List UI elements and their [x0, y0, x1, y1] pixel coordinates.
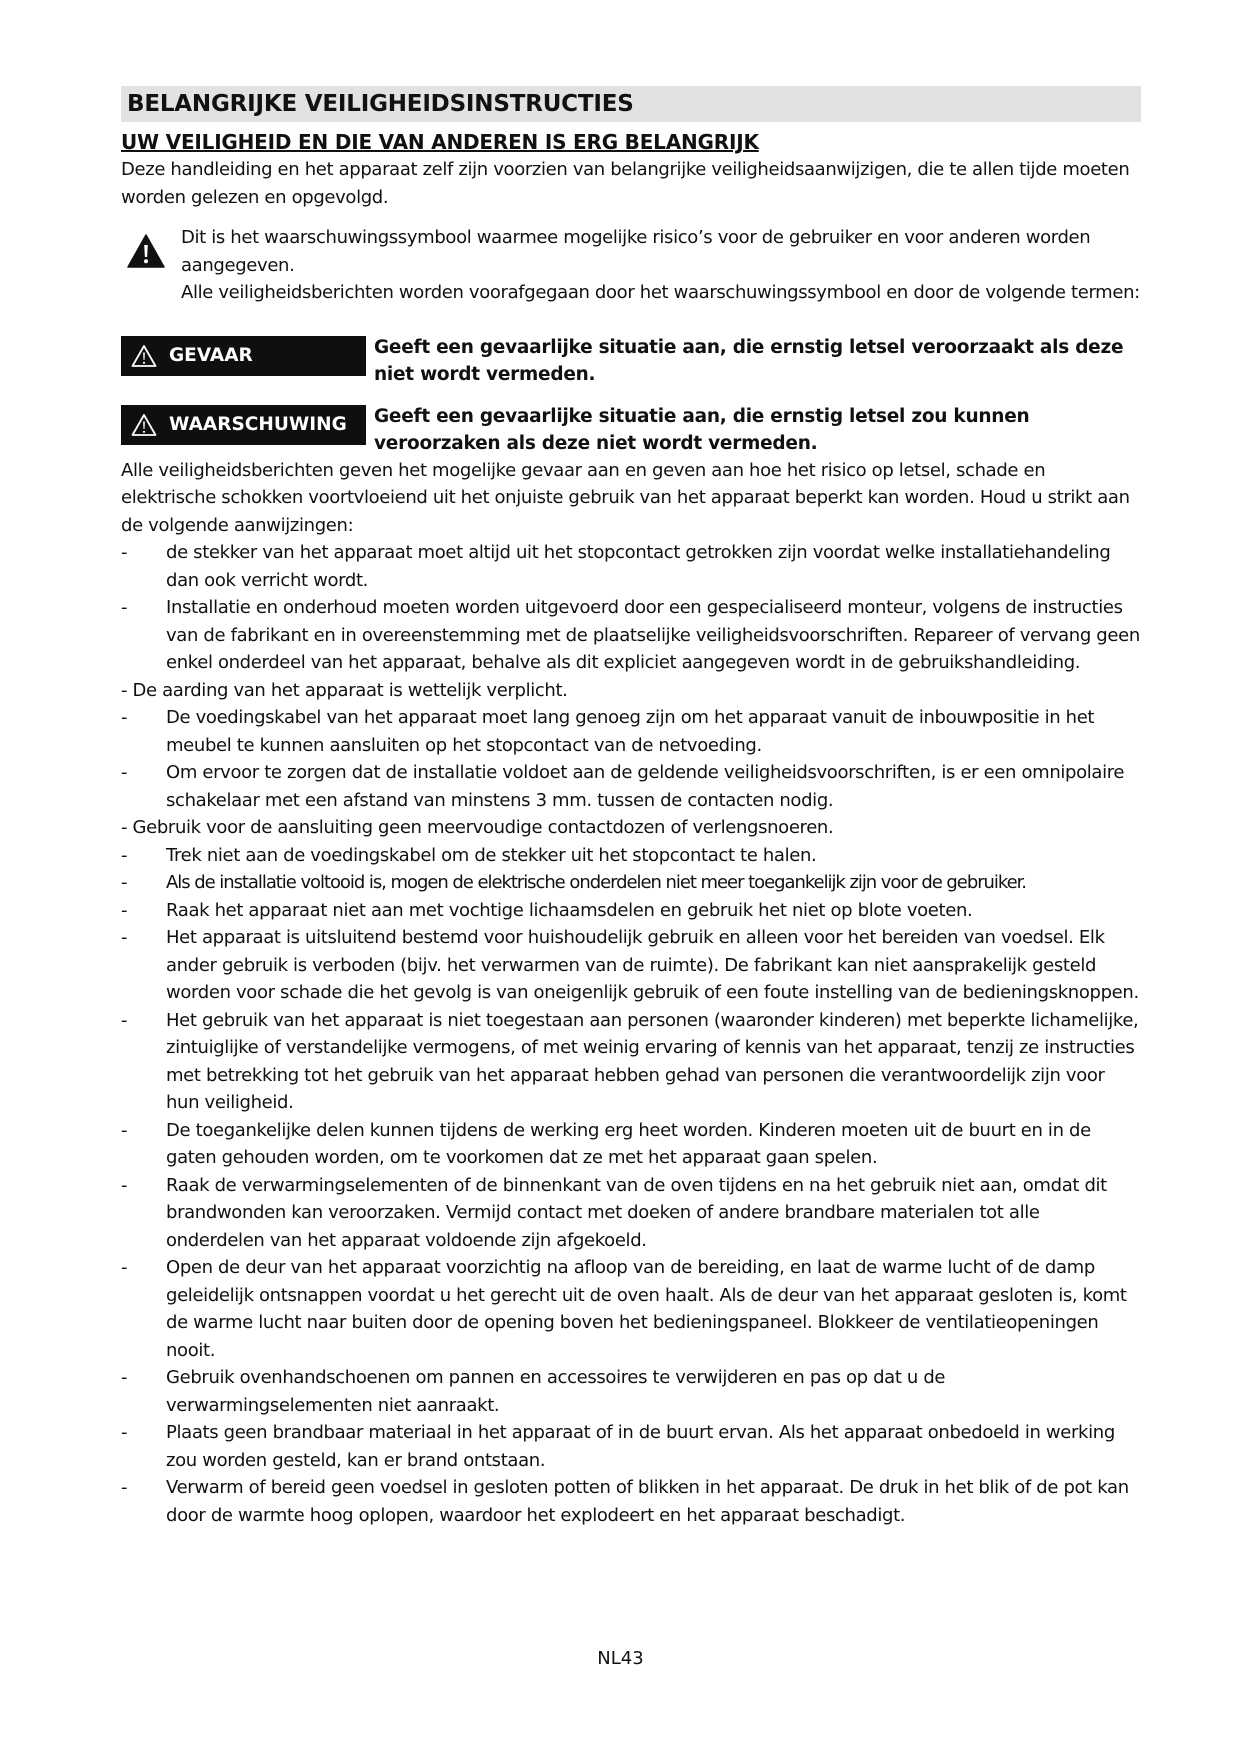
list-item: - Open de deur van het apparaat voorzichtig na afloop van de bereiding, en laat de warme lucht of de damp geleidelijk ontsnappen voordat u het gerecht uit de oven haalt. Als de deur van het apparaat gesloten is, komt de warme lucht naar buiten door de opening boven het bedieningspaneel. Blokkeer de ventilatieopeningen nooit. [121, 1254, 1141, 1364]
list-item: - De aarding van het apparaat is wettelijk verplicht. [121, 679, 568, 701]
warning-symbol-text-2: Alle veiligheidsberichten worden voorafgegaan door het waarschuwingssymbool en door de volgende termen: [181, 282, 1140, 303]
signal-description: Geeft een gevaarlijke situatie aan, die ernstig letsel zou kunnen veroorzaken als deze niet wordt vermeden. [374, 405, 1030, 454]
list-item: - De voedingskabel van het apparaat moet lang genoeg zijn om het apparaat vanuit de inbouwpositie in het meubel te kunnen aansluiten op het stopcontact van de netvoeding. [121, 704, 1141, 759]
section-subtitle: UW VEILIGHEID EN DIE VAN ANDEREN IS ERG BELANGRIJK [121, 130, 759, 154]
signal-label-danger [121, 336, 366, 376]
signal-row-danger [121, 334, 1141, 388]
list-item: - Het apparaat is uitsluitend bestemd voor huishoudelijk gebruik en alleen voor het bereiden van voedsel. Elk ander gebruik is verboden (bijv. het verwarmen van de ruimte). De fabrikant kan niet aansprakelijk gesteld worden voor schade die het gevolg is van oneigenlijk gebruik of een foute instelling van de bedieningsknoppen. [121, 924, 1141, 1007]
list-item: - Om ervoor te zorgen dat de installatie voldoet aan de geldende veiligheidsvoorschriften, is er een omnipolaire schakelaar met een afstand van minstens 3 mm. tussen de contacten nodig. [121, 759, 1141, 814]
list-item: - Raak de verwarmingselementen of de binnenkant van de oven tijdens en na het gebruik niet aan, omdat dit brandwonden kan veroorzaken. Vermijd contact met doeken of andere brandbare materialen tot alle onderdelen van het apparaat voldoende zijn afgekoeld. [121, 1172, 1141, 1255]
list-item: - Trek niet aan de voedingskabel om de stekker uit het stopcontact te halen. [121, 842, 1141, 870]
list-item: - de stekker van het apparaat moet altijd uit het stopcontact getrokken zijn voordat welke installatiehandeling dan ook verricht wordt. [121, 539, 1141, 594]
signal-label-text: GEVAAR [169, 345, 253, 366]
safety-list [121, 539, 1141, 1529]
page-content [121, 86, 1141, 1529]
signal-row-warning [121, 403, 1141, 457]
page-title: BELANGRIJKE VEILIGHEIDSINSTRUCTIES [121, 86, 1141, 122]
list-item: - De toegankelijke delen kunnen tijdens de werking erg heet worden. Kinderen moeten uit de buurt en in de gaten gehouden worden, om te voorkomen dat ze met het apparaat gaan spelen. [121, 1117, 1141, 1172]
list-item: - Als de installatie voltooid is, mogen de elektrische onderdelen niet meer toegankelijk zijn voor de gebruiker. [121, 869, 1141, 897]
warning-symbol-text-1: Dit is het waarschuwingssymbool waarmee mogelijke risico’s voor de gebruiker en voor anderen worden aangegeven. [181, 227, 1091, 276]
page-number: NL43 [597, 1648, 644, 1669]
list-item: - Gebruik ovenhandschoenen om pannen en accessoires te verwijderen en pas op dat u de verwarmingselementen niet aanraakt. [121, 1364, 1141, 1419]
warning-triangle-icon [127, 234, 165, 268]
list-item: - Installatie en onderhoud moeten worden uitgevoerd door een gespecialiseerd monteur, volgens de instructies van de fabrikant en in overeenstemming met de plaatselijke veiligheidsvoorschriften. Repareer of vervang geen enkel onderdeel van het apparaat, behalve als dit expliciet aangegeven wordt in de gebruikshandleiding. [121, 594, 1141, 677]
general-paragraph: Alle veiligheidsberichten geven het mogelijke gevaar aan en geven aan hoe het risico op letsel, schade en elektrische schokken voortvloeiend uit het onjuiste gebruik van het apparaat beperkt kan worden. Houd u strikt aan de volgende aanwijzingen: [121, 459, 1130, 536]
list-item: - Plaats geen brandbaar materiaal in het apparaat of in de buurt ervan. Als het apparaat onbedoeld in werking zou worden gesteld, kan er brand ontstaan. [121, 1419, 1141, 1474]
signal-label-text: WAARSCHUWING [169, 414, 347, 435]
warning-outline-icon [131, 344, 157, 368]
warning-symbol-block [121, 224, 1141, 307]
list-item: - Gebruik voor de aansluiting geen meervoudige contactdozen of verlengsnoeren. [121, 817, 834, 838]
intro-paragraph: Deze handleiding en het apparaat zelf zijn voorzien van belangrijke veiligheidsaanwijzigen, die te allen tijde moeten worden gelezen en opgevolgd. [121, 159, 1130, 208]
list-item: - Het gebruik van het apparaat is niet toegestaan aan personen (waaronder kinderen) met beperkte lichamelijke, zintuiglijke of verstandelijke vermogens, of met weinig ervaring of kennis van het apparaat, tenzij ze instructies met betrekking tot het gebruik van het apparaat hebben gehad van personen die verantwoordelijk zijn voor hun veiligheid. [121, 1007, 1141, 1117]
list-item: - Raak het apparaat niet aan met vochtige lichaamsdelen en gebruik het niet op blote voeten. [121, 897, 1141, 925]
signal-label-warning [121, 405, 366, 445]
signal-description: Geeft een gevaarlijke situatie aan, die ernstig letsel veroorzaakt als deze niet wordt vermeden. [374, 336, 1124, 385]
list-item: - Verwarm of bereid geen voedsel in gesloten potten of blikken in het apparaat. De druk in het blik of de pot kan door de warmte hoog oplopen, waardoor het explodeert en het apparaat beschadigt. [121, 1474, 1141, 1529]
warning-outline-icon [131, 413, 157, 437]
